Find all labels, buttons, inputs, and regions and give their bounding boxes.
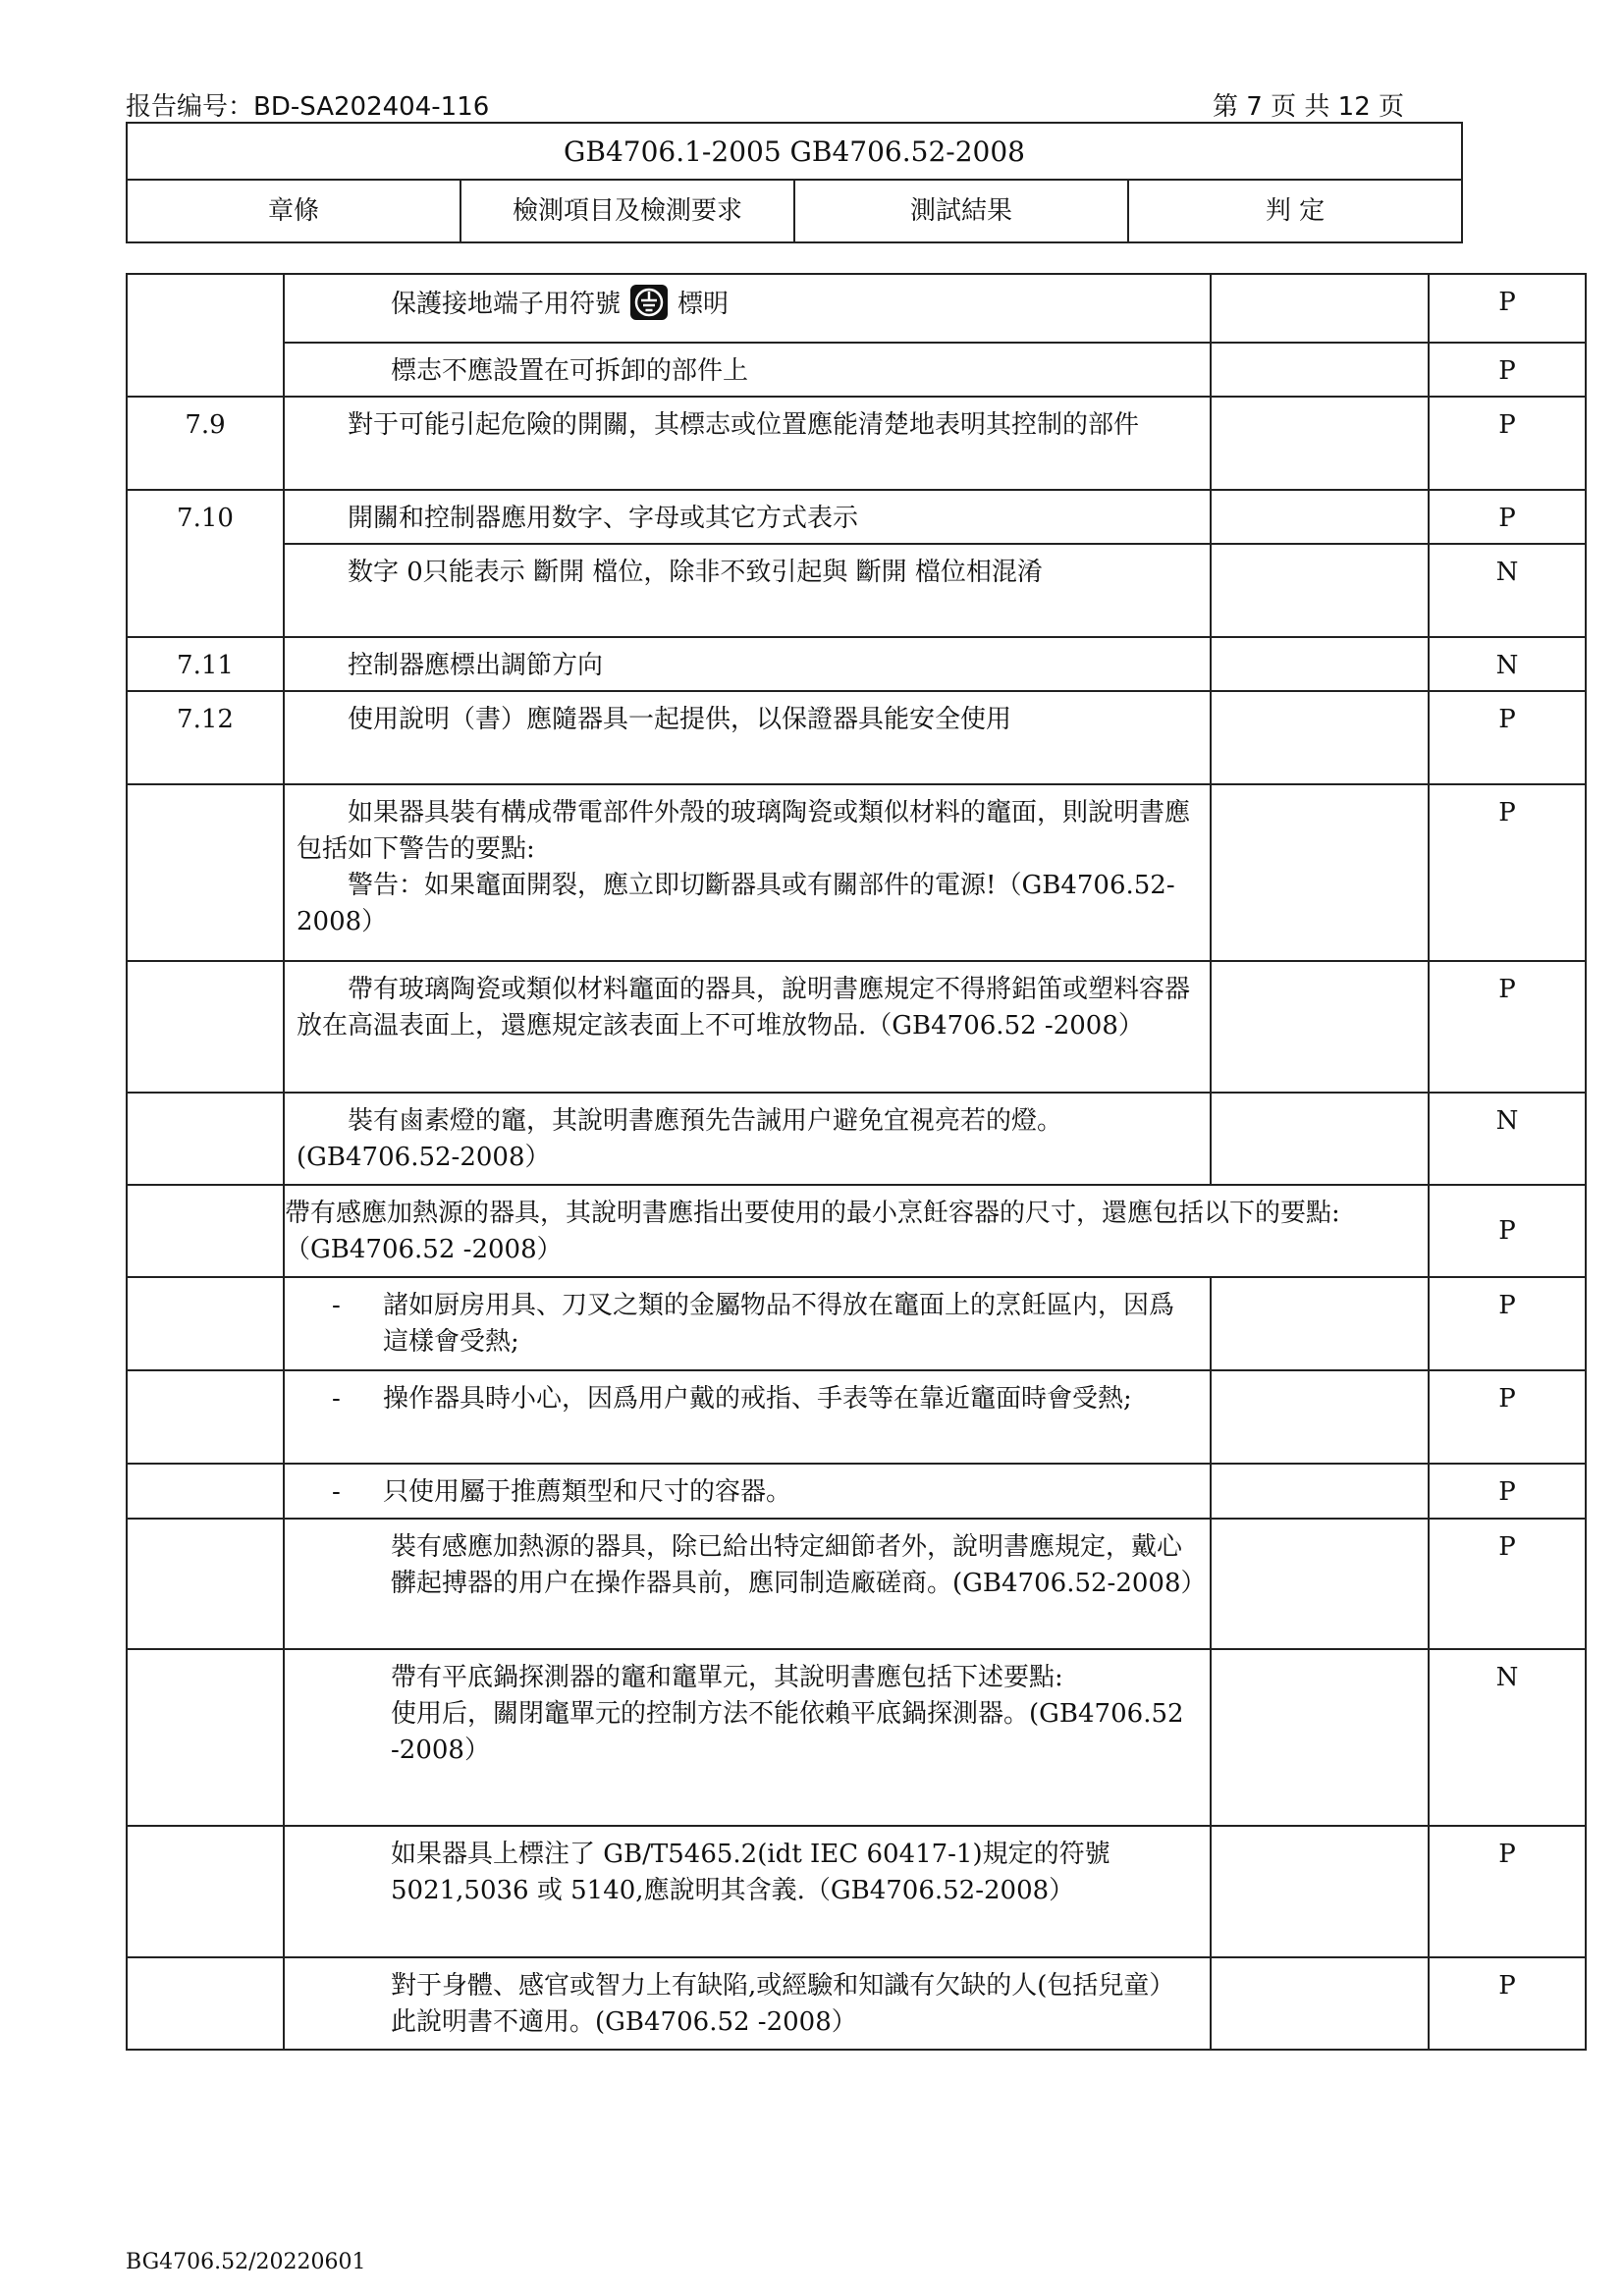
result-cell xyxy=(1211,691,1429,784)
clause-cell: 7.12 xyxy=(127,691,284,784)
verdict-cell: P xyxy=(1429,397,1586,490)
verdict-cell: P xyxy=(1429,1370,1586,1464)
item-cell: 對于可能引起危險的開關，其標志或位置應能清楚地表明其控制的部件 xyxy=(284,397,1211,490)
result-cell xyxy=(1211,343,1429,397)
inspection-table xyxy=(126,273,1587,2051)
clause-cell xyxy=(127,1370,284,1464)
verdict-cell: P xyxy=(1429,274,1586,343)
item-text: 諸如厨房用具、刀叉之類的金屬物品不得放在竈面上的烹飪區内，因爲這樣會受熱; xyxy=(383,1291,1175,1357)
item-text: 操作器具時小心，因爲用户戴的戒指、手表等在靠近竈面時會受熱; xyxy=(383,1384,1132,1414)
document-footer-code: BG4706.52/20220601 xyxy=(126,2250,366,2274)
item-cell xyxy=(284,1370,1211,1464)
verdict-cell: N xyxy=(1429,544,1586,637)
item-cell: 帶有玻璃陶瓷或類似材料竈面的器具，說明書應規定不得將鋁笛或塑料容器放在高温表面上，還應規定該表面上不可堆放物品.（GB4706.52 -2008） xyxy=(284,961,1211,1093)
table-row xyxy=(127,1464,1586,1519)
verdict-cell: N xyxy=(1429,1093,1586,1185)
table-row xyxy=(127,961,1586,1093)
item-text: 如果器具裝有構成帶電部件外殼的玻璃陶瓷或類似材料的竈面，則說明書應包括如下警告的要點: xyxy=(297,798,1191,864)
page-top-bar xyxy=(126,86,1453,120)
table-row xyxy=(127,1826,1586,1957)
table-row xyxy=(127,637,1586,691)
verdict-cell: P xyxy=(1429,1957,1586,2050)
clause-cell: 7.9 xyxy=(127,397,284,490)
verdict-cell: P xyxy=(1429,784,1586,961)
clause-cell: 7.10 xyxy=(127,490,284,637)
result-cell xyxy=(1211,1826,1429,1957)
item-cell: 裝有感應加熱源的器具，除已給出特定細節者外，說明書應規定，戴心髒起搏器的用户在操作器具前，應同制造廠磋商。(GB4706.52-2008） xyxy=(284,1519,1211,1649)
clause-cell xyxy=(127,1649,284,1826)
clause-cell xyxy=(127,1185,284,1277)
col-result-header: 測試結果 xyxy=(794,180,1128,242)
verdict-cell: P xyxy=(1429,1826,1586,1957)
table-row xyxy=(127,343,1586,397)
result-cell xyxy=(1211,544,1429,637)
table-row xyxy=(127,691,1586,784)
verdict-cell: P xyxy=(1429,1519,1586,1649)
clause-cell xyxy=(127,1957,284,2050)
verdict-cell: N xyxy=(1429,637,1586,691)
warning-text: 警告：如果竈面開裂，應立即切斷器具或有關部件的電源!（GB4706.52-2008） xyxy=(297,871,1175,936)
item-cell xyxy=(284,1277,1211,1370)
clause-cell xyxy=(127,1519,284,1649)
clause-cell xyxy=(127,1093,284,1185)
bullet-dash: - xyxy=(332,1477,341,1507)
item-text: 保護接地端子用符號 xyxy=(391,290,622,319)
page-number: 第 7 页 共 12 页 xyxy=(1213,92,1404,122)
table-row xyxy=(127,544,1586,637)
item-cell: 使用說明（書）應隨器具一起提供，以保證器具能安全使用 xyxy=(284,691,1211,784)
result-cell xyxy=(1211,1649,1429,1826)
item-cell xyxy=(284,274,1211,343)
standards-title: GB4706.1-2005 GB4706.52-2008 xyxy=(127,123,1462,180)
item-text: 帶有平底鍋探測器的竈和竈單元，其說明書應包括下述要點: xyxy=(391,1663,1063,1692)
result-cell xyxy=(1211,1277,1429,1370)
clause-cell xyxy=(127,274,284,397)
verdict-cell: P xyxy=(1429,1464,1586,1519)
clause-cell xyxy=(127,1464,284,1519)
result-cell xyxy=(1211,397,1429,490)
result-cell xyxy=(1211,784,1429,961)
clause-cell xyxy=(127,1826,284,1957)
table-row xyxy=(127,784,1586,961)
col-verdict-header: 判 定 xyxy=(1128,180,1462,242)
item-cell: 標志不應設置在可拆卸的部件上 xyxy=(284,343,1211,397)
verdict-cell: P xyxy=(1429,490,1586,544)
result-cell xyxy=(1211,1464,1429,1519)
result-cell xyxy=(1211,490,1429,544)
item-cell: 對于身體、感官或智力上有缺陷,或經驗和知識有欠缺的人(包括兒童）此說明書不適用。(GB4706.52 -2008） xyxy=(284,1957,1211,2050)
item-cell: 裝有鹵素燈的竈，其說明書應預先告誡用户避免宜視亮若的燈。(GB4706.52-2008） xyxy=(284,1093,1211,1185)
table-row xyxy=(127,1370,1586,1464)
table-row xyxy=(127,490,1586,544)
result-cell xyxy=(1211,1093,1429,1185)
result-cell xyxy=(1211,1519,1429,1649)
item-text-2: 使用后，關閉竈單元的控制方法不能依賴平底鍋探測器。(GB4706.52 -2008） xyxy=(391,1699,1184,1765)
item-cell: 数字 0只能表示 斷開 檔位，除非不致引起與 斷開 檔位相混淆 xyxy=(284,544,1211,637)
clause-cell xyxy=(127,961,284,1093)
clause-cell xyxy=(127,784,284,961)
item-cell: 控制器應標出調節方向 xyxy=(284,637,1211,691)
report-number: 报告编号：BD-SA202404-116 xyxy=(126,92,490,122)
table-row xyxy=(127,274,1586,343)
table-row xyxy=(127,1519,1586,1649)
table-row xyxy=(127,1185,1586,1277)
result-cell xyxy=(1211,961,1429,1093)
verdict-cell: P xyxy=(1429,1277,1586,1370)
item-cell xyxy=(284,1464,1211,1519)
bullet-dash: - xyxy=(332,1291,341,1320)
verdict-cell: N xyxy=(1429,1649,1586,1826)
table-row xyxy=(127,1957,1586,2050)
table-row xyxy=(127,1277,1586,1370)
item-cell: 帶有感應加熱源的器具，其說明書應指出要使用的最小烹飪容器的尺寸，還應包括以下的要點:（GB4706.52 -2008） xyxy=(284,1185,1429,1277)
verdict-cell: P xyxy=(1429,961,1586,1093)
table-row xyxy=(127,1649,1586,1826)
item-cell: 如果器具上標注了 GB/T5465.2(idt IEC 60417-1)規定的符號 5021,5036 或 5140,應說明其含義.（GB4706.52-2008） xyxy=(284,1826,1211,1957)
col-item-header: 檢測項目及檢測要求 xyxy=(460,180,794,242)
item-text: 只使用屬于推薦類型和尺寸的容器。 xyxy=(383,1477,792,1507)
clause-cell: 7.11 xyxy=(127,637,284,691)
header-table xyxy=(126,122,1463,243)
bullet-dash: - xyxy=(332,1384,341,1414)
col-clause-header: 章條 xyxy=(127,180,460,242)
result-cell xyxy=(1211,1957,1429,2050)
result-cell xyxy=(1211,637,1429,691)
verdict-cell: P xyxy=(1429,343,1586,397)
result-cell xyxy=(1211,274,1429,343)
verdict-cell: P xyxy=(1429,691,1586,784)
protective-earth-icon xyxy=(630,285,668,320)
verdict-cell: P xyxy=(1429,1185,1586,1277)
table-row xyxy=(127,397,1586,490)
item-cell xyxy=(284,784,1211,961)
clause-cell xyxy=(127,1277,284,1370)
item-cell xyxy=(284,1649,1211,1826)
table-row xyxy=(127,1093,1586,1185)
item-text: 標明 xyxy=(677,290,730,319)
result-cell xyxy=(1211,1370,1429,1464)
item-cell: 開關和控制器應用数字、字母或其它方式表示 xyxy=(284,490,1211,544)
